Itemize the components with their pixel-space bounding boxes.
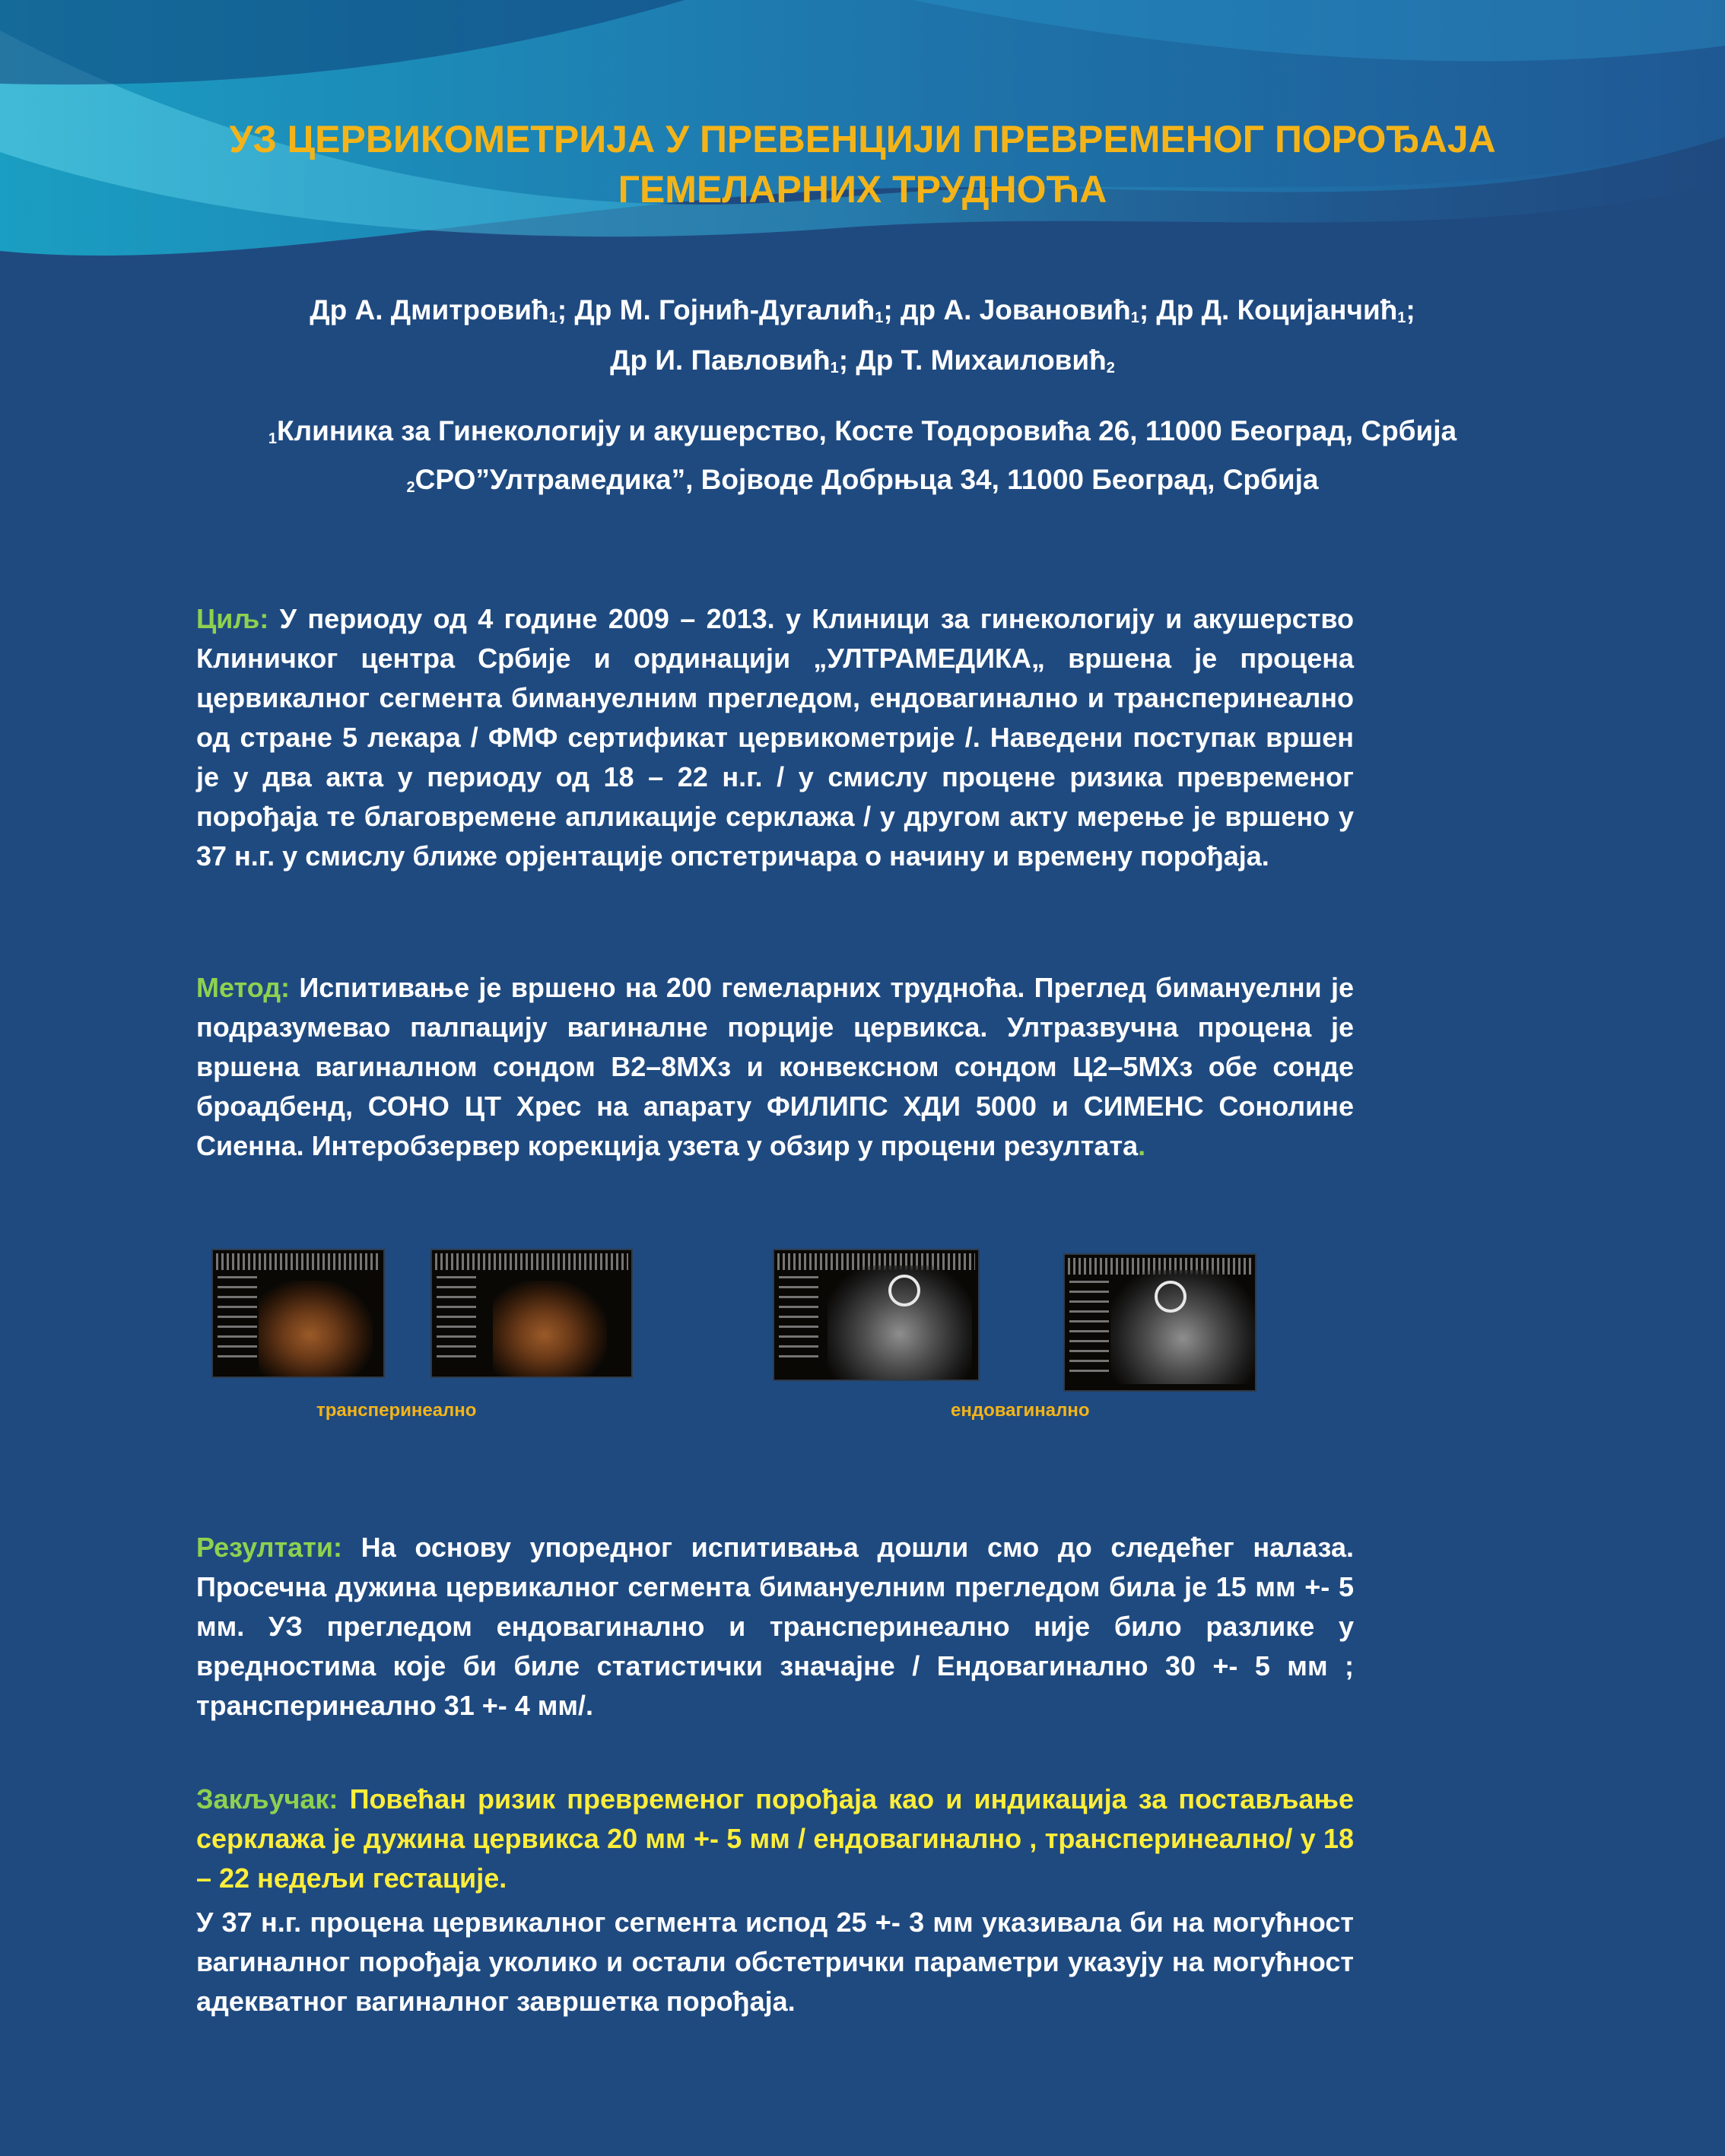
- affil-mark: 1: [268, 430, 277, 447]
- affil-mark: 1: [1397, 310, 1406, 326]
- affiliation-1: Клиника за Гинекологију и акушерство, Косте Тодоровића 26, 11000 Београд, Србија: [276, 415, 1457, 446]
- aim-text: У периоду од 4 године 2009 – 2013. у Клиници за гинекологију и акушерство Клиничког центра Србије и ординацији „УЛТРАМЕДИКА„ вршена је процена цервикалног сегмента бимануелним прегледом, ендовагинално и трансперинеално од стране 5 лекара / ФМФ сертификат цервикометрије /. Наведени поступак вршен је у два акта у периоду од 18 – 22 н.г. / у смислу процене ризика превременог порођаја те благовремене апликације серклажа / у другом акту мерење је вршено у 37 н.г. у смислу ближе орјентације опстетричара о начину и времену порођаја.: [196, 603, 1354, 872]
- title-line-1: УЗ ЦЕРВИКОМЕТРИЈА У ПРЕВЕНЦИЈИ ПРЕВРЕМЕНОГ ПОРОЂАЈА: [229, 118, 1496, 160]
- affil-mark: 1: [875, 310, 884, 326]
- method-label: Метод:: [196, 972, 291, 1003]
- method-text: Испитивање је вршено на 200 гемеларних трудноћа. Преглед бимануелни је подразумевао палпацију вагиналне порције цервикса. Ултразвучна процена је вршена вагиналном сондом В2–8МХз и конвексном сондом Ц2–5МХз обе сонде броадбенд, СОНО ЦТ Хрес на апарату ФИЛИПС ХДИ 5000 и СИМЕНС Сонолине Сиенна. Интеробзервер корекција узета у обзир у процени резултата: [196, 972, 1354, 1161]
- title-line-2: ГЕМЕЛАРНИХ ТРУДНОЋА: [618, 168, 1107, 211]
- poster-title: [152, 114, 1573, 214]
- affil-mark: 2: [1106, 360, 1115, 376]
- ultrasound-image-3: [773, 1249, 980, 1381]
- results-section: [196, 1528, 1354, 1726]
- ultrasound-image-1: [211, 1249, 385, 1378]
- author-5: Др И. Павловић: [610, 345, 831, 376]
- affil-mark: 1: [830, 360, 839, 376]
- ultrasound-image-2: [430, 1249, 633, 1378]
- affiliation-2: СРО”Ултрамедика”, Војводе Добрњца 34, 11000 Београд, Србија: [415, 464, 1319, 495]
- author-2: ; Др М. Гојнић-Дугалић: [557, 294, 875, 325]
- conclusion-label: Закључак:: [196, 1783, 338, 1815]
- author-6: ; Др Т. Михаиловић: [838, 345, 1107, 376]
- author-separator: ;: [1406, 294, 1415, 325]
- conclusion-section: [196, 1780, 1354, 1898]
- affil-mark: 1: [1130, 310, 1139, 326]
- author-list: [152, 289, 1573, 389]
- author-4: ; Др Д. Коцијанчић: [1139, 294, 1398, 325]
- affiliations: [152, 411, 1573, 508]
- conclusion-section-2: [196, 1903, 1354, 2021]
- results-label: Резултати:: [196, 1532, 342, 1563]
- conclusion-text: Повећан ризик превременог порођаја као и индикација за постављање серклажа је дужина цервикса 20 мм +- 5 мм / ендовагинално , трансперинеално/ у 18 – 22 недељи гестације.: [196, 1783, 1354, 1894]
- author-1: Др А. Дмитровић: [310, 294, 549, 325]
- author-3: ; др А. Јовановић: [883, 294, 1131, 325]
- ultrasound-image-4: [1063, 1253, 1256, 1392]
- conclusion-text-2: У 37 н.г. процена цервикалног сегмента испод 25 +- 3 мм указивала би на могућност вагиналног порођаја уколико и остали обстетрички параметри указују на могућност адекватног вагиналног завршетка порођаја.: [196, 1907, 1354, 2017]
- results-text: На основу упоредног испитивања дошли смо до следећег налаза. Просечна дужина цервикалног сегмента бимануелним прегледом била је 15 мм +- 5 мм. УЗ прегледом ендовагинално и трансперинеално није било разлике у вредностима које би биле статистички значајне / Ендовагинално 30 +- 5 мм ; трансперинеално 31 +- 4 мм/.: [196, 1532, 1354, 1721]
- caption-transperineal: трансперинеално: [316, 1400, 477, 1421]
- aim-section: [196, 599, 1354, 876]
- method-section: [196, 968, 1354, 1166]
- aim-label: Циљ:: [196, 603, 269, 634]
- method-end: .: [1138, 1130, 1146, 1161]
- affil-mark: 2: [406, 479, 415, 496]
- affil-mark: 1: [548, 310, 558, 326]
- caption-endovaginal: ендовагинално: [951, 1400, 1090, 1421]
